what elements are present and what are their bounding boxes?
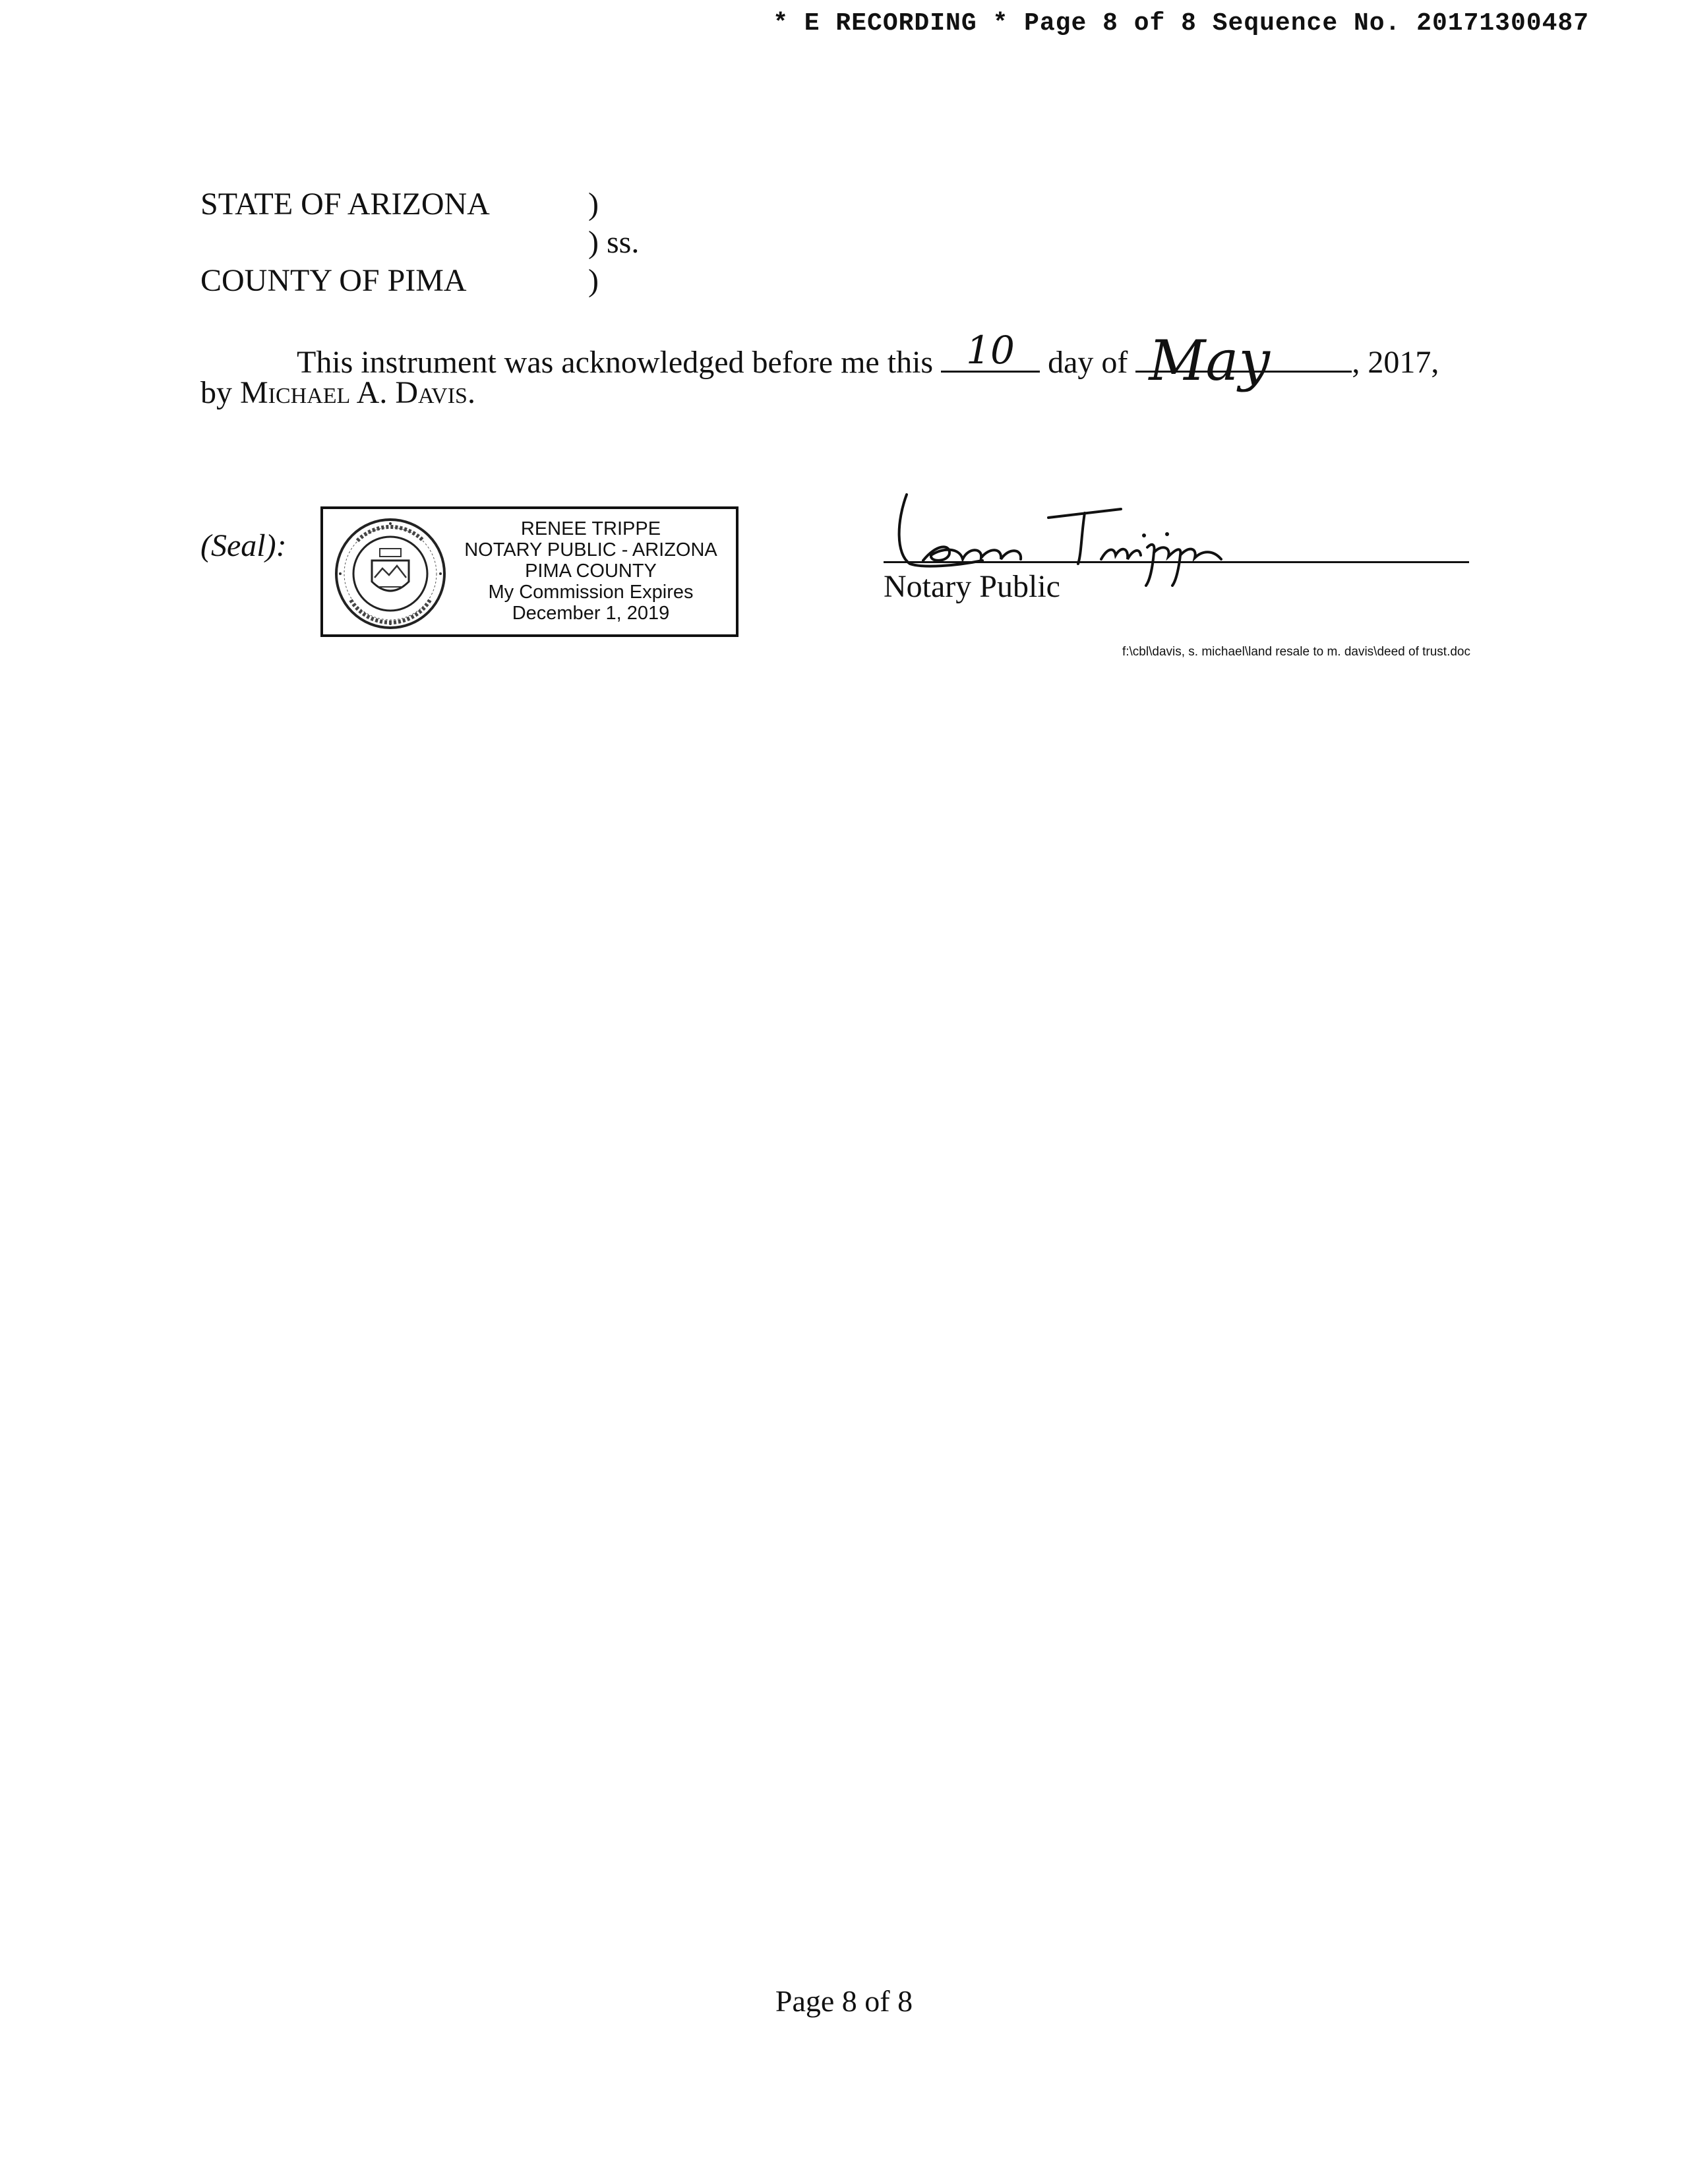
page-number: Page 8 of 8 (775, 1984, 913, 2018)
venue-ss: ) ss. (588, 225, 640, 260)
stamp-line-expires-label: My Commission Expires (488, 582, 694, 603)
stamp-line-county: PIMA COUNTY (525, 561, 657, 582)
recording-header: * E RECORDING * Page 8 of 8 Sequence No. 20171300487 (773, 9, 1589, 38)
stamp-line-expires-date: December 1, 2019 (512, 603, 670, 624)
year-text: , 2017, (1352, 345, 1439, 380)
stamp-line-title: NOTARY PUBLIC - ARIZONA (464, 539, 717, 561)
arizona-seal-icon (331, 514, 450, 633)
stamp-line-name: RENEE TRIPPE (520, 518, 661, 539)
stamp-text (452, 518, 729, 624)
period: . (467, 375, 475, 410)
handwritten-month: May (1149, 328, 1270, 393)
notary-public-caption: Notary Public (884, 569, 1060, 604)
day-blank (941, 328, 1040, 373)
venue-paren-bottom: ) (588, 263, 599, 298)
month-blank (1135, 328, 1352, 393)
venue-paren-top: ) (588, 187, 599, 222)
venue-county: COUNTY OF PIMA (200, 263, 467, 298)
acknowledgment-line (297, 328, 1439, 393)
acknowledgment-by-line (200, 375, 475, 411)
signer-name: Michael A. Davis (240, 375, 467, 410)
handwritten-day: 10 (966, 328, 1015, 373)
by-prefix: by (200, 375, 240, 410)
venue-state: STATE OF ARIZONA (200, 187, 490, 222)
seal-label: (Seal): (200, 528, 287, 563)
day-of-text: day of (1048, 345, 1128, 380)
file-path: f:\cbl\davis, s. michael\land resale to m. davis\deed of trust.doc (1122, 645, 1470, 659)
notary-stamp (320, 506, 738, 637)
acknowledgment-text: This instrument was acknowledged before me this (297, 345, 934, 380)
signature-line (884, 561, 1469, 563)
